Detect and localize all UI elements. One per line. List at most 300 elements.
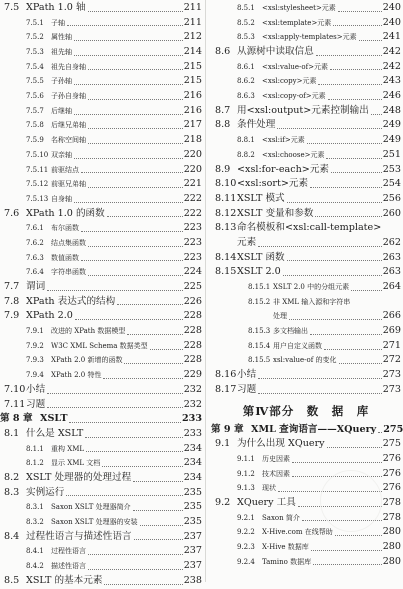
- dot-leader: [378, 432, 382, 433]
- page-number: 222: [183, 207, 202, 219]
- section-title: <xsl:choose>元素: [262, 150, 325, 159]
- page-number: 246: [382, 90, 401, 102]
- section-number: 8.16: [215, 369, 237, 381]
- toc-entry[interactable]: [0, 368, 202, 383]
- section-title: 自身轴: [51, 194, 72, 203]
- section-number: 7.6: [4, 207, 20, 219]
- page-number: 256: [382, 192, 401, 204]
- toc-entry[interactable]: [211, 265, 401, 280]
- section-number: 8.14: [215, 251, 237, 263]
- toc-entry[interactable]: [0, 74, 202, 89]
- section-title: XPath 1.0 轴: [26, 1, 86, 13]
- page-number: 234: [183, 442, 202, 454]
- page-number: 242: [382, 46, 401, 58]
- toc-entry[interactable]: [211, 452, 401, 467]
- dot-leader: [326, 158, 381, 159]
- section-number: 7.5.8: [26, 121, 44, 130]
- dot-leader: [289, 319, 382, 320]
- section-number: 7.5.6: [26, 92, 44, 101]
- page-number: 228: [183, 354, 202, 366]
- section-title: 后继轴: [51, 106, 72, 115]
- section-number: 8.17: [215, 383, 237, 395]
- section-title: 习题: [237, 383, 257, 395]
- section-number: 7.11: [4, 398, 26, 410]
- dot-leader: [75, 319, 183, 320]
- dot-leader: [88, 246, 183, 247]
- dot-leader: [104, 584, 182, 585]
- toc-entry[interactable]: [211, 177, 401, 192]
- toc-entry[interactable]: [0, 530, 202, 545]
- page-number: 263: [382, 251, 401, 263]
- dot-leader: [88, 569, 183, 570]
- section-number: 第 8 章: [0, 413, 33, 425]
- page-number: 224: [183, 266, 202, 278]
- section-title: 习题: [26, 398, 46, 410]
- section-number: 9.1: [215, 438, 231, 450]
- section-number: 8.15: [215, 266, 237, 278]
- toc-entry[interactable]: [0, 163, 202, 178]
- dot-leader: [74, 55, 183, 56]
- toc-entry[interactable]: [211, 221, 401, 236]
- toc-entry[interactable]: [0, 456, 202, 471]
- section-title: XSLT 的基本元素: [26, 574, 103, 586]
- toc-entry[interactable]: [0, 544, 202, 559]
- section-number: 8.3.1: [26, 503, 44, 512]
- section-title: xsl:value-of 的变化: [273, 356, 337, 365]
- page-number: 233: [183, 427, 202, 439]
- section-number: 8.15.1: [248, 283, 271, 292]
- section-number: 8.5.2: [237, 18, 255, 27]
- page-number: 217: [183, 119, 202, 131]
- page-number: 228: [183, 339, 202, 351]
- page-number: 278: [382, 511, 401, 523]
- page-number: 234: [183, 471, 202, 483]
- toc-entry[interactable]: [211, 148, 401, 163]
- toc-entry[interactable]: [0, 60, 202, 75]
- section-title: Saxon 简介: [262, 513, 300, 522]
- section-title: XPath 2.0 新增的函数: [51, 356, 123, 365]
- dot-leader: [88, 128, 183, 129]
- toc-entry[interactable]: [211, 555, 401, 570]
- toc-entry[interactable]: [211, 383, 401, 398]
- dot-leader: [69, 422, 180, 423]
- section-number: 7.9.2: [26, 341, 44, 350]
- section-number: 8.7: [215, 104, 231, 116]
- section-number: 7.6.3: [26, 253, 44, 262]
- section-title: 用<xsl:output>元素控制输出: [237, 104, 369, 116]
- page-number: 220: [183, 148, 202, 160]
- dot-leader: [333, 25, 381, 26]
- toc-entry[interactable]: [0, 398, 202, 413]
- section-title: XPath 2.0: [26, 310, 73, 322]
- page-number: 280: [382, 555, 401, 567]
- dot-leader: [85, 437, 182, 438]
- toc-entry[interactable]: [211, 119, 401, 134]
- toc-entry[interactable]: [211, 525, 401, 540]
- section-number: 8.5.1: [237, 3, 255, 12]
- toc-entry[interactable]: [0, 486, 202, 501]
- section-number: 7.8: [4, 295, 20, 307]
- section-number: 8.11: [215, 192, 237, 204]
- toc-entry[interactable]: [0, 339, 202, 354]
- dot-leader: [81, 172, 183, 173]
- dot-leader: [311, 550, 382, 551]
- page-number: 238: [183, 574, 202, 586]
- section-number: 8.8.2: [237, 150, 255, 159]
- column-divider: [205, 0, 206, 582]
- toc-entry[interactable]: [0, 280, 202, 295]
- dot-leader: [315, 216, 381, 217]
- section-title: 元素: [237, 236, 257, 248]
- section-title: 小结: [237, 369, 257, 381]
- dot-leader: [258, 246, 382, 247]
- section-title: <xsl:for-each>元素: [237, 163, 330, 175]
- section-number: 9.2: [215, 496, 231, 508]
- dot-leader: [88, 69, 183, 70]
- section-number: 8.8.1: [237, 136, 255, 145]
- section-number: 7.6.2: [26, 238, 44, 247]
- page-number: 235: [183, 501, 202, 513]
- dot-leader: [287, 202, 382, 203]
- dot-leader: [66, 495, 182, 496]
- dot-leader: [102, 466, 182, 467]
- toc-entry[interactable]: [211, 207, 401, 222]
- toc-entry[interactable]: [211, 324, 401, 339]
- dot-leader: [67, 25, 183, 26]
- section-number: 7.5.9: [26, 136, 44, 145]
- dot-leader: [351, 290, 382, 291]
- page-number: 242: [382, 60, 401, 72]
- toc-entry[interactable]: [0, 148, 202, 163]
- section-title: 技术因素: [262, 469, 290, 478]
- toc-entry[interactable]: [0, 45, 202, 60]
- page-number: 275: [383, 423, 403, 435]
- dot-leader: [47, 407, 183, 408]
- toc-entry[interactable]: [0, 500, 202, 515]
- section-number: 8.1: [4, 427, 20, 439]
- toc-entry[interactable]: [211, 74, 401, 89]
- dot-leader: [74, 40, 183, 41]
- toc-entry[interactable]: [211, 60, 401, 75]
- toc-entry[interactable]: [211, 236, 401, 251]
- section-title: XQuery 工具: [237, 496, 296, 508]
- page-number: 276: [382, 467, 401, 479]
- section-number: 8.1.2: [26, 459, 44, 468]
- toc-entry[interactable]: [0, 221, 202, 236]
- toc-entry[interactable]: [0, 16, 202, 31]
- toc-entry[interactable]: [211, 295, 401, 310]
- section-title: 子孙轴: [51, 77, 72, 86]
- section-title: 为什么出现 XQuery: [237, 438, 325, 450]
- page-number: 275: [382, 438, 401, 450]
- section-title: 小结: [26, 383, 46, 395]
- section-title: XPath 表达式的结构: [26, 295, 116, 307]
- dot-leader: [88, 99, 183, 100]
- toc-entry[interactable]: [211, 437, 401, 452]
- section-number: 8.4.2: [26, 562, 44, 571]
- dot-leader: [287, 260, 382, 261]
- section-number: 8.4.1: [26, 547, 44, 556]
- toc-entry[interactable]: [0, 354, 202, 369]
- section-number: 7.9.4: [26, 371, 44, 380]
- dot-leader: [310, 187, 382, 188]
- toc-entry[interactable]: [0, 104, 202, 119]
- dot-leader: [310, 334, 382, 335]
- dot-leader: [88, 143, 183, 144]
- page-number: 235: [183, 486, 202, 498]
- section-number: 7.9.3: [26, 356, 44, 365]
- toc-entry[interactable]: [0, 559, 202, 574]
- section-title: 重构 XML: [51, 444, 85, 453]
- page-number: 271: [382, 339, 401, 351]
- section-title: 双亲轴: [51, 150, 72, 159]
- dot-leader: [134, 539, 183, 540]
- page-number: 212: [183, 31, 202, 43]
- toc-entry[interactable]: [211, 104, 401, 119]
- dot-leader: [81, 231, 183, 232]
- page-number: 237: [183, 545, 202, 557]
- dot-leader: [88, 275, 183, 276]
- toc-entry[interactable]: [211, 192, 401, 207]
- page-number: 215: [183, 75, 202, 87]
- dot-leader: [74, 202, 183, 203]
- section-number: 7.5.5: [26, 77, 44, 86]
- section-number: 8.2: [4, 471, 20, 483]
- page-number: 216: [183, 104, 202, 116]
- section-title: W3C XML Schema 数据类型: [51, 341, 148, 350]
- dot-leader: [103, 378, 182, 379]
- section-title: 祖先自身轴: [51, 62, 86, 71]
- section-title: X-Hive.com 在线帮助: [262, 528, 333, 537]
- section-number: 7.5.4: [26, 62, 44, 71]
- section-title: XML 查询语言——XQuery: [251, 423, 377, 435]
- page-number: 249: [382, 134, 401, 146]
- dot-leader: [88, 554, 183, 555]
- section-number: 8.1.1: [26, 444, 44, 453]
- section-number: 8.9: [215, 163, 231, 175]
- toc-entry[interactable]: [0, 515, 202, 530]
- section-number: 7.7: [4, 281, 20, 293]
- dot-leader: [258, 378, 382, 379]
- section-title: 数值函数: [51, 253, 79, 262]
- toc-entry[interactable]: [211, 251, 401, 266]
- page-number: 240: [382, 16, 401, 28]
- toc-entry[interactable]: [211, 16, 401, 31]
- toc-entry[interactable]: [211, 309, 401, 324]
- toc-entry[interactable]: [0, 177, 202, 192]
- page-number: 269: [382, 325, 401, 337]
- toc-entry[interactable]: [0, 383, 202, 398]
- toc-entry[interactable]: [0, 30, 202, 45]
- section-title: Tamino 数据库: [262, 557, 312, 566]
- page-number: 249: [382, 119, 401, 131]
- toc-entry[interactable]: [211, 368, 401, 383]
- section-number: 9.2.1: [237, 513, 255, 522]
- dot-leader: [133, 481, 182, 482]
- page-number: 229: [183, 369, 202, 381]
- toc-chapter-entry[interactable]: [211, 423, 401, 438]
- toc-entry[interactable]: [0, 295, 202, 310]
- section-title: XSLT 函数: [237, 251, 285, 263]
- dot-leader: [140, 525, 183, 526]
- section-number: 7.9: [4, 310, 20, 322]
- toc-entry[interactable]: [211, 1, 401, 16]
- toc-entry[interactable]: [211, 30, 401, 45]
- page-number: 221: [183, 178, 202, 190]
- section-title: 显示 XML 文档: [51, 459, 101, 468]
- toc-entry[interactable]: [211, 540, 401, 555]
- toc-entry[interactable]: [0, 89, 202, 104]
- dot-leader: [335, 535, 382, 536]
- dot-leader: [328, 99, 382, 100]
- toc-entry[interactable]: [0, 427, 202, 442]
- toc-entry[interactable]: [0, 192, 202, 207]
- section-number: 7.5.7: [26, 106, 44, 115]
- page-number: 264: [382, 281, 401, 293]
- page-number: 228: [183, 325, 202, 337]
- section-title: XPath 2.0 特性: [51, 371, 102, 380]
- section-title: <xsl:if>元素: [262, 136, 305, 145]
- dot-leader: [330, 69, 382, 70]
- section-title: 前驱结点: [51, 165, 79, 174]
- section-title: <xsl:stylesheet>元素: [262, 3, 336, 12]
- toc-entry[interactable]: [0, 324, 202, 339]
- toc-entry[interactable]: [0, 265, 202, 280]
- section-title: 改进的 XPath 数据模型: [51, 327, 126, 336]
- section-number: 9.1.3: [237, 484, 255, 493]
- section-title: 名称空间轴: [51, 136, 86, 145]
- dot-leader: [117, 304, 182, 305]
- section-title: 字符串函数: [51, 268, 86, 277]
- section-title: 多文档输出: [273, 327, 308, 336]
- toc-entry[interactable]: [0, 471, 202, 486]
- section-title: XSLT: [40, 413, 68, 425]
- page-number: 223: [183, 251, 202, 263]
- section-title: 谓词: [26, 281, 46, 293]
- section-number: 8.3: [4, 486, 20, 498]
- page-number: 240: [382, 1, 401, 13]
- page-number: 225: [183, 281, 202, 293]
- page-number: 235: [183, 516, 202, 528]
- page-number: 266: [382, 310, 401, 322]
- page-number: 273: [382, 369, 401, 381]
- page-number: 223: [183, 222, 202, 234]
- page-number: 276: [382, 452, 401, 464]
- page-number: 263: [382, 266, 401, 278]
- page-number: 216: [183, 90, 202, 102]
- page-number: 218: [183, 134, 202, 146]
- section-title: 子孙自身轴: [51, 92, 86, 101]
- section-number: 8.13: [215, 222, 237, 234]
- section-number: 7.5.11: [26, 165, 49, 174]
- dot-leader: [81, 260, 183, 261]
- section-title: 描述性语言: [51, 562, 86, 571]
- page-number: 276: [382, 482, 401, 494]
- section-number: 8.5.3: [237, 33, 255, 42]
- section-number: 8.8: [215, 119, 231, 131]
- toc-entry[interactable]: [211, 280, 401, 295]
- dot-leader: [86, 451, 183, 452]
- section-number: 9.2.4: [237, 557, 255, 566]
- toc-entry[interactable]: [0, 236, 202, 251]
- section-title: XPath 1.0 的函数: [26, 207, 105, 219]
- section-number: 9.1.1: [237, 454, 255, 463]
- toc-entry[interactable]: [0, 207, 202, 222]
- page-number: 232: [183, 383, 202, 395]
- section-title: 过程性语言: [51, 547, 86, 556]
- section-title: XSLT 模式: [237, 192, 285, 204]
- page-number: 228: [183, 310, 202, 322]
- toc-entry[interactable]: [0, 119, 202, 134]
- dot-leader: [88, 11, 183, 12]
- section-title: Saxon XSLT 处理器的安装: [51, 518, 138, 527]
- section-number: 8.15.2: [248, 297, 271, 306]
- toc-entry[interactable]: [0, 1, 202, 16]
- dot-leader: [331, 172, 382, 173]
- part-heading: 第Ⅳ部分 数 据 库: [242, 403, 370, 418]
- section-number: 7.6.1: [26, 224, 44, 233]
- dot-leader: [371, 114, 382, 115]
- dot-leader: [124, 363, 182, 364]
- section-number: 8.15.5: [248, 356, 271, 365]
- toc-entry[interactable]: [0, 574, 202, 589]
- section-number: 7.5.13: [26, 194, 49, 203]
- section-title: 命名模板和<xsl:call-template>: [237, 222, 382, 234]
- dot-leader: [283, 275, 382, 276]
- section-title: 过程性语言与描述性语言: [26, 530, 132, 542]
- toc-entry[interactable]: [211, 89, 401, 104]
- toc-entry[interactable]: [211, 45, 401, 60]
- toc-entry[interactable]: [0, 442, 202, 457]
- dot-leader: [316, 55, 382, 56]
- section-title: 后继兄弟轴: [51, 121, 86, 130]
- section-number: 7.5.12: [26, 180, 49, 189]
- section-title: 用户自定义函数: [273, 341, 322, 350]
- section-number: 7.5: [4, 1, 20, 13]
- toc-entry[interactable]: [211, 163, 401, 178]
- page-number: 223: [183, 236, 202, 248]
- section-number: 8.10: [215, 178, 237, 190]
- section-number: 7.5.10: [26, 150, 49, 159]
- dot-leader: [307, 143, 382, 144]
- section-title: XSLT 处理器的处理过程: [26, 471, 132, 483]
- toc-entry[interactable]: [0, 133, 202, 148]
- toc-entry[interactable]: [211, 339, 401, 354]
- dot-leader: [258, 393, 382, 394]
- dot-leader: [74, 114, 183, 115]
- section-title: XSLT 2.0 中的分组元素: [273, 283, 350, 292]
- toc-entry[interactable]: [211, 133, 401, 148]
- toc-chapter-entry[interactable]: [0, 412, 202, 427]
- page-number: 260: [382, 207, 401, 219]
- dot-leader: [127, 334, 182, 335]
- page-number: 211: [183, 1, 202, 13]
- toc-entry[interactable]: [211, 354, 401, 369]
- dot-leader: [292, 462, 382, 463]
- dot-leader: [327, 447, 382, 448]
- toc-entry[interactable]: [0, 251, 202, 266]
- section-number: 8.6.3: [237, 92, 255, 101]
- dot-leader: [277, 128, 381, 129]
- dot-leader: [74, 84, 183, 85]
- toc-entry[interactable]: [0, 309, 202, 324]
- dot-leader: [107, 216, 183, 217]
- dot-leader: [47, 290, 183, 291]
- dot-leader: [359, 40, 382, 41]
- page-number: 278: [382, 496, 401, 508]
- section-title: 从源树中读取信息: [237, 46, 314, 58]
- section-number: 7.5.2: [26, 33, 44, 42]
